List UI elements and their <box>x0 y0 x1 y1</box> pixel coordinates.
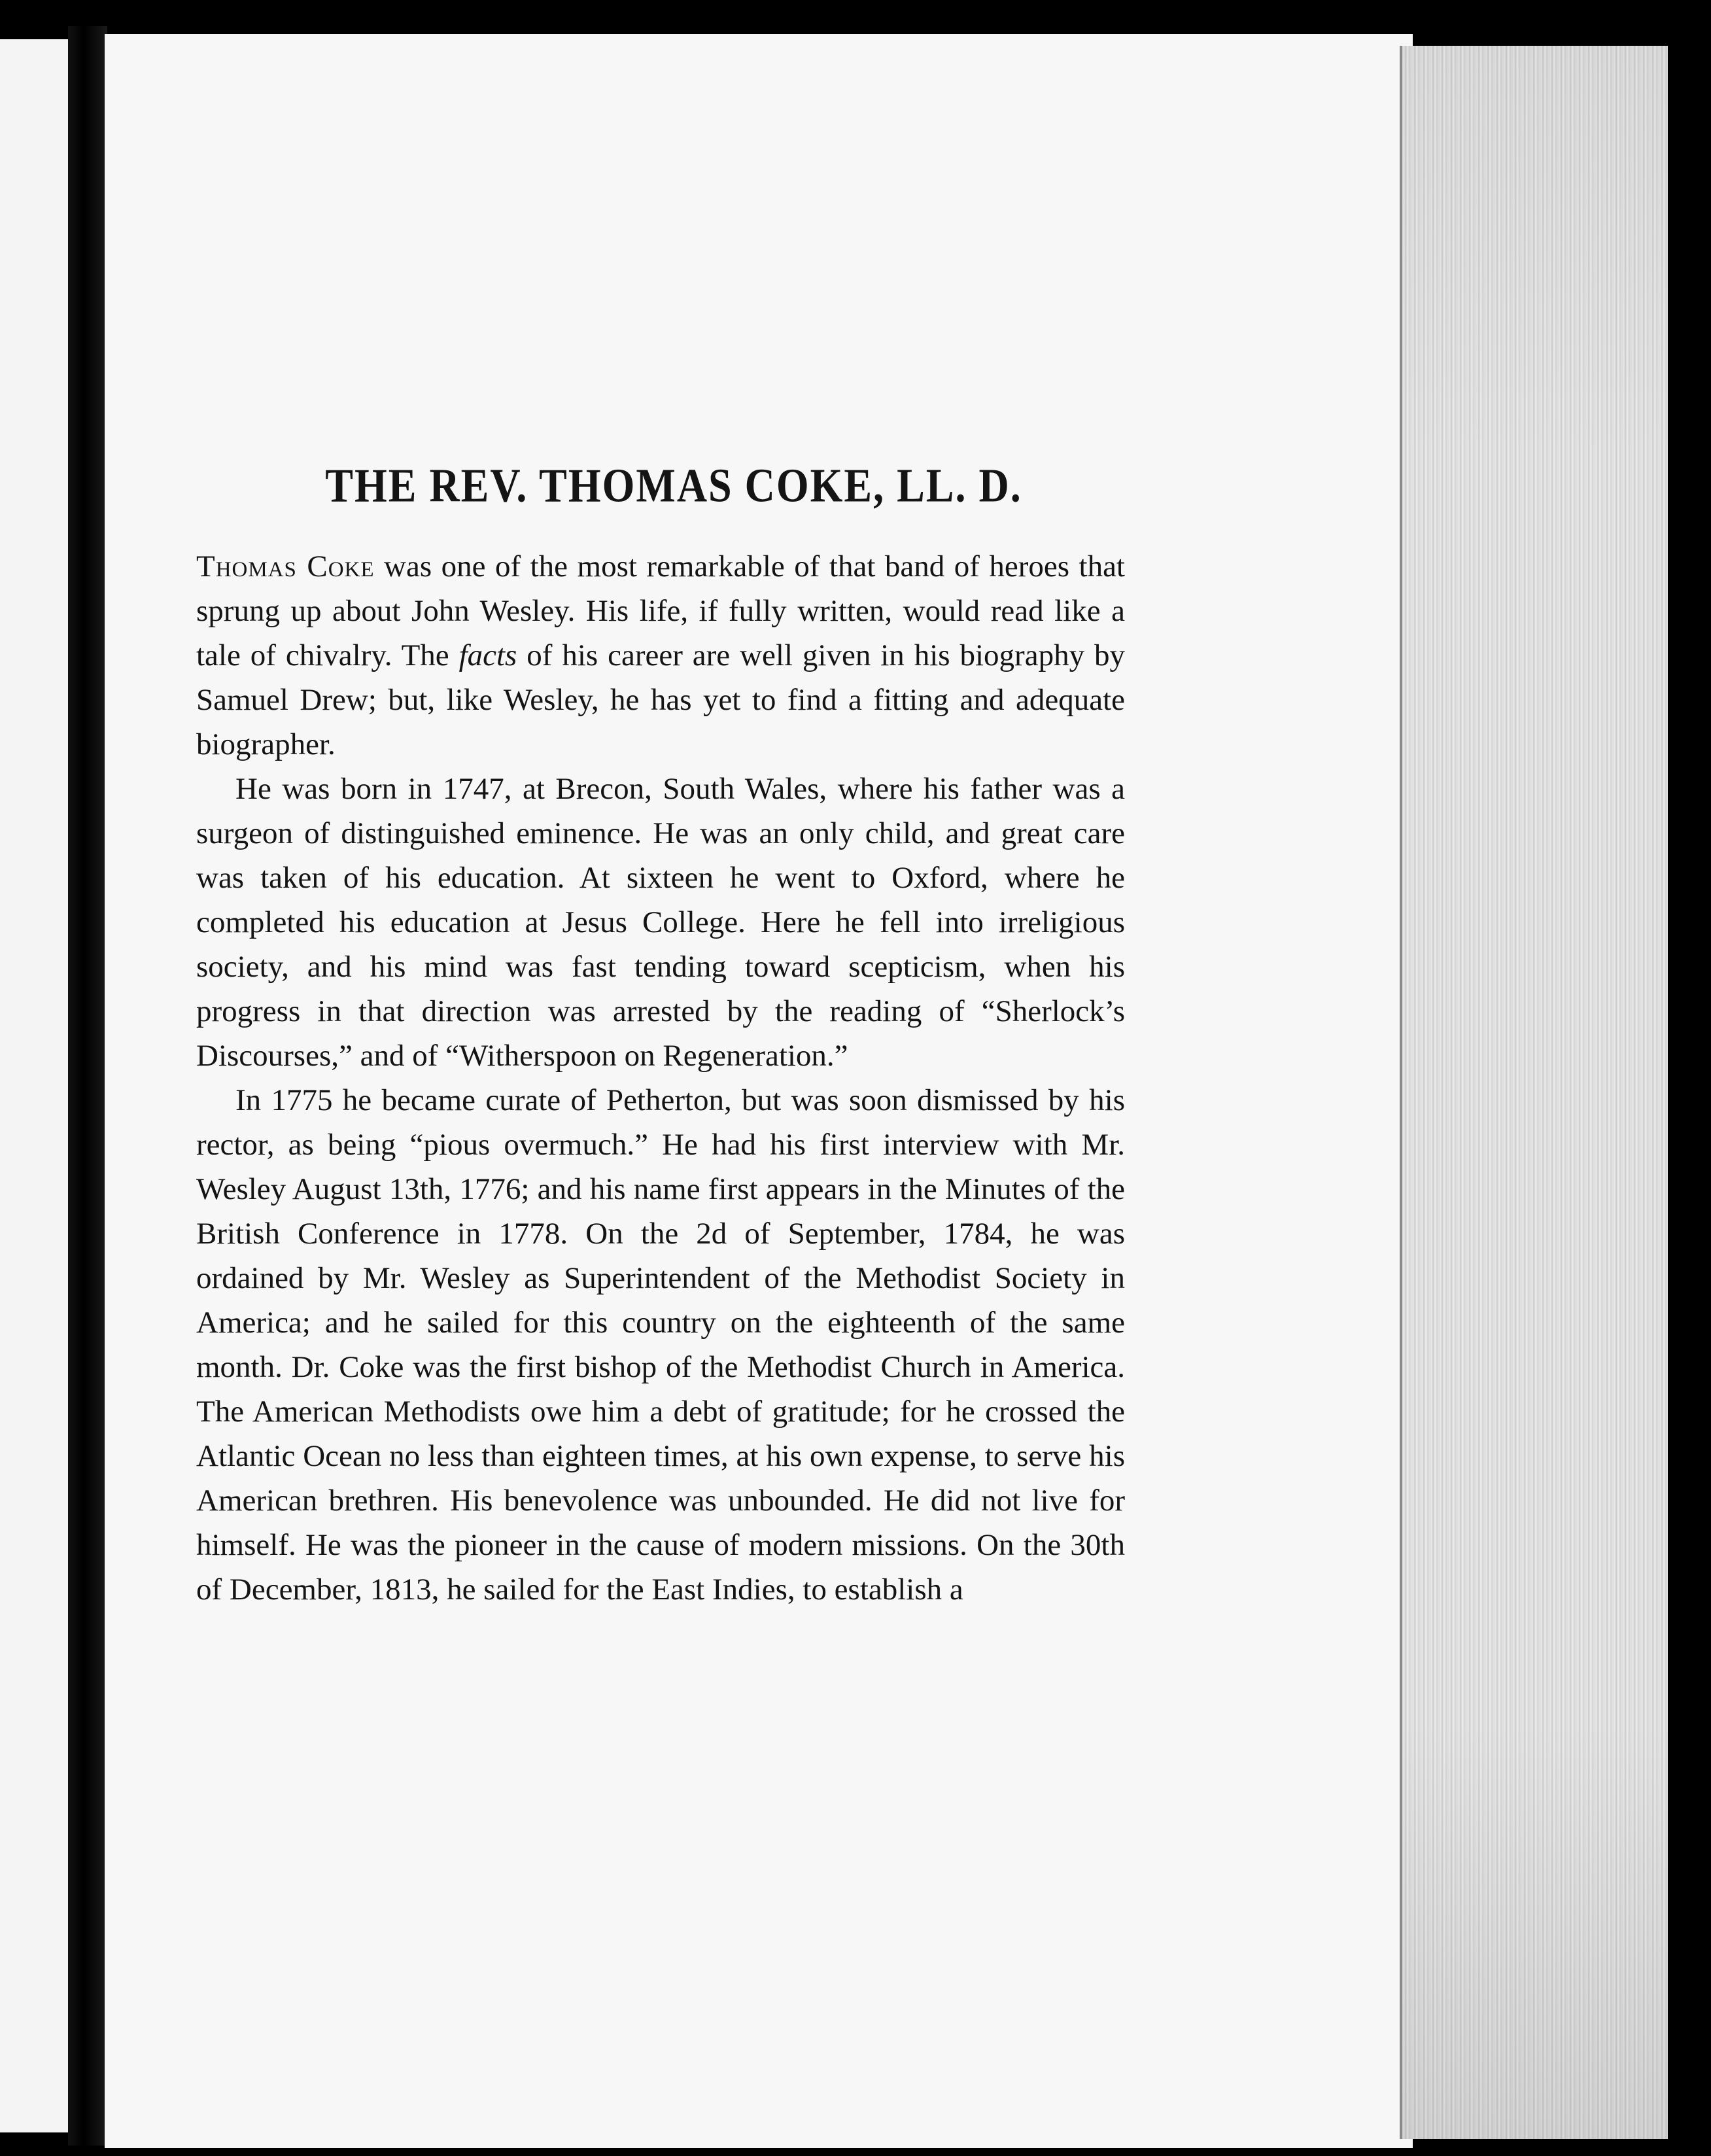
page-title: THE REV. THOMAS COKE, LL. D. <box>325 459 1022 512</box>
paragraph-2: He was born in 1747, at Brecon, South Wales, where his father was a surgeon of distinguished eminence. He was an only child, and great care was taken of his education. At sixteen he went to Oxford, where he completed his education at Jesus College. Here he fell into irreligious society, and his mind was fast tending toward scepticism, when his progress in that direction was arrested by the reading of “Sherlock’s Discourses,” and of “Witherspoon on Regeneration.” <box>196 772 1125 1073</box>
paragraph-1-text-a: was one of the most remarkable of that band of heroes that sprung up about John Wesley. His life, if fully written, would read like a tale of chivalry. The <box>196 549 1125 672</box>
right-border <box>1668 0 1711 2156</box>
italic-facts: facts <box>458 638 517 672</box>
paragraph-1 <box>196 544 1125 767</box>
adjacent-page-sliver <box>0 39 70 2132</box>
page-content <box>196 458 1125 1612</box>
top-border <box>0 0 1711 35</box>
paragraph-1-text-b: of his career are well given in his biography by Samuel Drew; but, like Wesley, he has yet to find a fitting and adequate biographer. <box>196 638 1125 761</box>
lead-name: Thomas Coke <box>196 549 375 583</box>
paragraph-3: In 1775 he became curate of Petherton, but was soon dismissed by his rector, as being “pious overmuch.” He had his first interview with Mr. Wesley August 13th, 1776; and his name first appears in the Minutes of the British Conference in 1778. On the 2d of September, 1784, he was ordained by Mr. Wesley as Superintendent of the Methodist Society in America; and he sailed for this country on the eighteenth of the same month. Dr. Coke was the first bishop of the Methodist Church in America. The American Methodists owe him a debt of gratitude; for he crossed the Atlantic Ocean no less than eighteen times, at his own expense, to serve his American brethren. His benevolence was unbounded. He did not live for himself. He was the pioneer in the cause of modern missions. On the 30th of December, 1813, he sailed for the East Indies, to establish a <box>196 1083 1125 1607</box>
page-edges <box>1400 46 1670 2139</box>
book-gutter <box>68 26 107 2146</box>
